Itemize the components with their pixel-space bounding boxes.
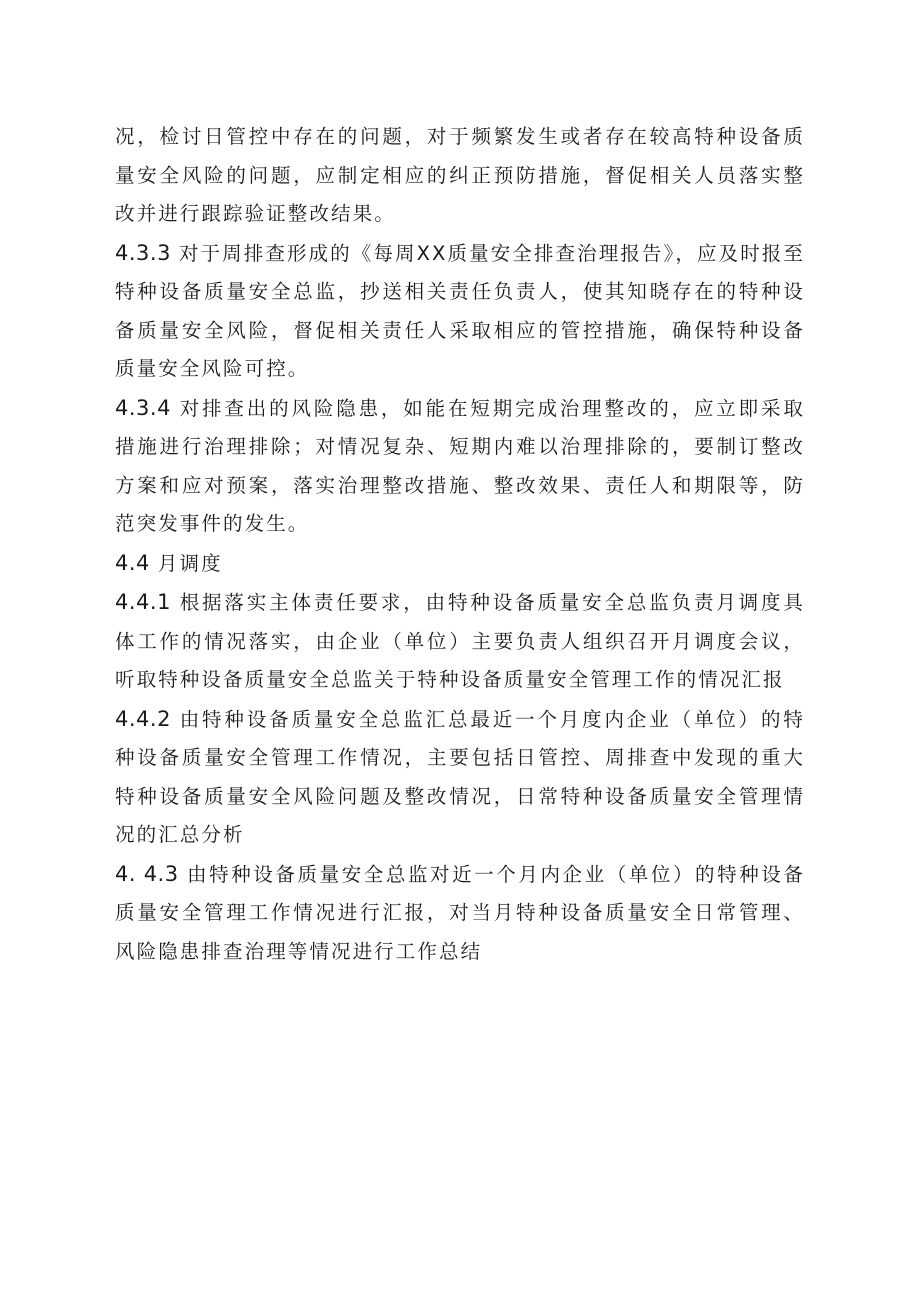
document-body	[115, 118, 805, 971]
clause-text: 由特种设备质量安全总监对近一个月内企业（单位）的特种设备质量安全管理工作情况进行汇报，对当月特种设备质量安全日常管理、风险隐患排查治理等情况进行工作总结	[115, 862, 806, 963]
clause-text: 根据落实主体责任要求，由特种设备质量安全总监负责月调度具体工作的情况落实，由企业（单位）主要负责人组织召开月调度会议，听取特种设备质量安全总监关于特种设备质量安全管理工作的情况汇报	[115, 591, 805, 691]
clause-4-4-3	[115, 855, 805, 972]
section-title: 月调度	[157, 551, 223, 575]
section-heading-4-4	[115, 544, 805, 584]
clause-number: 4.4.1	[115, 590, 171, 614]
clause-4-3-4	[115, 389, 805, 544]
clause-4-4-1	[115, 583, 805, 700]
clause-number: 4.4.2	[115, 706, 171, 731]
paragraph-continuation	[115, 118, 805, 234]
clause-number: 4. 4.3	[115, 861, 179, 886]
clause-4-3-3	[115, 234, 805, 389]
clause-number: 4.3.4	[115, 395, 171, 420]
section-number: 4.4	[115, 550, 150, 575]
clause-text: 对排查出的风险隐患，如能在短期完成治理整改的，应立即采取措施进行治理排除；对情况复杂、短期内难以治理排除的，要制订整改方案和应对预案，落实治理整改措施、整改效果、责任人和期限等，防范突发事件的发生。	[115, 396, 805, 535]
clause-text: 对于周排查形成的《每周XX质量安全排查治理报告》，应及时报至特种设备质量安全总监，抄送相关责任负责人，使其知晓存在的特种设备质量安全风险，督促相关责任人采取相应的管控措施，确保特种设备质量安全风险可控。	[115, 241, 805, 380]
clause-4-4-2	[115, 700, 805, 855]
clause-number: 4.3.3	[115, 240, 171, 265]
paragraph-text: 况，检讨日管控中存在的问题，对于频繁发生或者存在较高特种设备质量安全风险的问题，应制定相应的纠正预防措施，督促相关人员落实整改并进行跟踪验证整改结果。	[115, 125, 805, 225]
clause-text: 由特种设备质量安全总监汇总最近一个月度内企业（单位）的特种设备质量安全管理工作情况，主要包括日管控、周排查中发现的重大特种设备质量安全风险问题及整改情况，日常特种设备质量安全管理情况的汇总分析	[115, 707, 805, 846]
